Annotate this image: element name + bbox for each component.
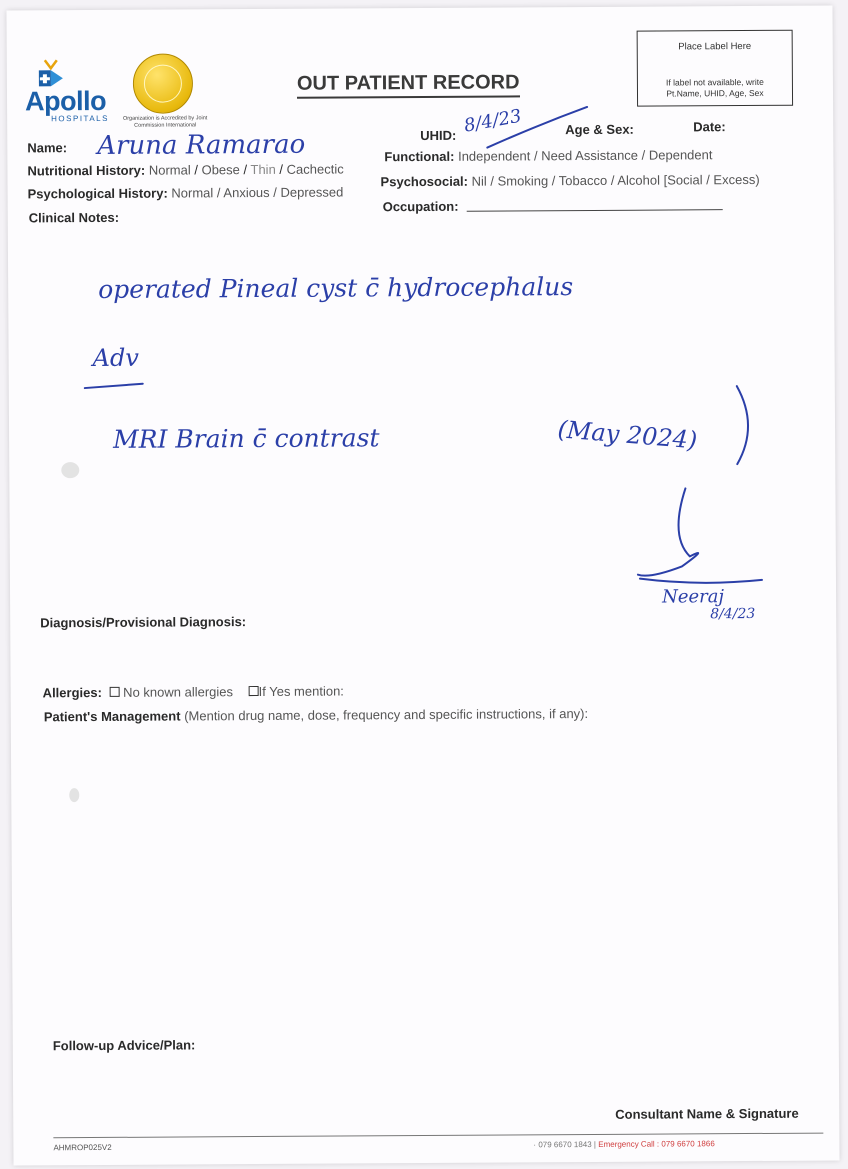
date-label: Date:	[693, 119, 726, 135]
age-sex-label: Age & Sex:	[565, 121, 634, 138]
psychosocial-options: Nil / Smoking / Tobacco / Alcohol [Social / Excess)	[471, 171, 760, 189]
footer-phone	[533, 1139, 714, 1149]
allergies-row	[43, 683, 344, 700]
functional-label: Functional:	[384, 148, 455, 165]
brand-subtitle: HOSPITALS	[51, 113, 109, 124]
diagnosis-label: Diagnosis/Provisional Diagnosis:	[40, 614, 247, 631]
paper-smudge	[69, 788, 79, 802]
note-line-3: MRI Brain c̄ contrast	[113, 423, 380, 454]
nutritional-opt-thin: Thin	[250, 161, 276, 178]
label-box-heading: Place Label Here	[678, 40, 752, 53]
handwriting-layer	[6, 5, 839, 1165]
nutritional-history: Nutritional History: Normal / Obese / Thin / Cachectic	[27, 161, 344, 179]
functional-options: Independent / Need Assistance / Dependent	[458, 147, 713, 164]
followup-label: Follow-up Advice/Plan:	[52, 1037, 196, 1054]
clinical-notes-label: Clinical Notes:	[28, 209, 120, 226]
note-line-1: operated Pineal cyst c̄ hydrocephalus	[98, 272, 574, 304]
label-box-line3: Pt.Name, UHID, Age, Sex	[666, 87, 764, 99]
signature-date: 8/4/23	[710, 605, 756, 623]
note-line-2: Adv	[92, 343, 139, 373]
nutritional-label: Nutritional History:	[27, 162, 146, 179]
footer-phone-text: · 079 6670 1843 |	[533, 1139, 597, 1150]
uhid-label: UHID:	[420, 127, 457, 144]
form-code: AHMROP025V2	[53, 1142, 112, 1153]
consultant-label: Consultant Name & Signature	[615, 1105, 799, 1122]
note-paren-stroke	[737, 386, 748, 464]
if-yes-checkbox-icon[interactable]	[249, 686, 259, 696]
occupation-label: Occupation:	[382, 198, 459, 215]
no-allergies-option: No known allergies	[123, 684, 234, 700]
signature-stroke	[637, 488, 762, 583]
note-line-4: (May 2024)	[556, 415, 699, 455]
handwritten-uhid-date: 8/4/23	[462, 105, 524, 137]
psychological-label: Psychological History:	[27, 185, 168, 202]
signature-name: Neeraj	[662, 586, 725, 608]
name-label: Name:	[27, 140, 68, 156]
brand-name: Apollo	[24, 85, 107, 117]
accreditation-text: Organization is Accredited by Joint Commission International	[122, 115, 208, 129]
note-line-2-underline	[85, 384, 143, 388]
allergies-label: Allergies:	[42, 684, 102, 701]
psychological-options: Normal / Anxious / Depressed	[171, 184, 344, 201]
emergency-call: Emergency Call : 079 6670 1866	[598, 1139, 715, 1149]
page-title: OUT PATIENT RECORD	[297, 71, 520, 98]
nutritional-opt-cachectic: Cachectic	[286, 161, 344, 177]
outpatient-record-sheet	[6, 5, 839, 1165]
no-allergies-checkbox-icon[interactable]	[109, 687, 119, 697]
paper-smudge	[61, 462, 79, 478]
psychosocial-label: Psychosocial:	[380, 173, 469, 190]
nutritional-opt-obese: Obese	[201, 162, 240, 178]
management-hint: (Mention drug name, dose, frequency and specific instructions, if any):	[184, 705, 589, 724]
label-box-line2: If label not available, write	[665, 76, 764, 88]
nutritional-opt-normal: Normal	[148, 162, 191, 178]
if-yes-option: If Yes mention:	[258, 683, 344, 700]
handwritten-name: Aruna Ramarao	[97, 129, 306, 161]
management-label: Patient's Management	[43, 708, 181, 725]
